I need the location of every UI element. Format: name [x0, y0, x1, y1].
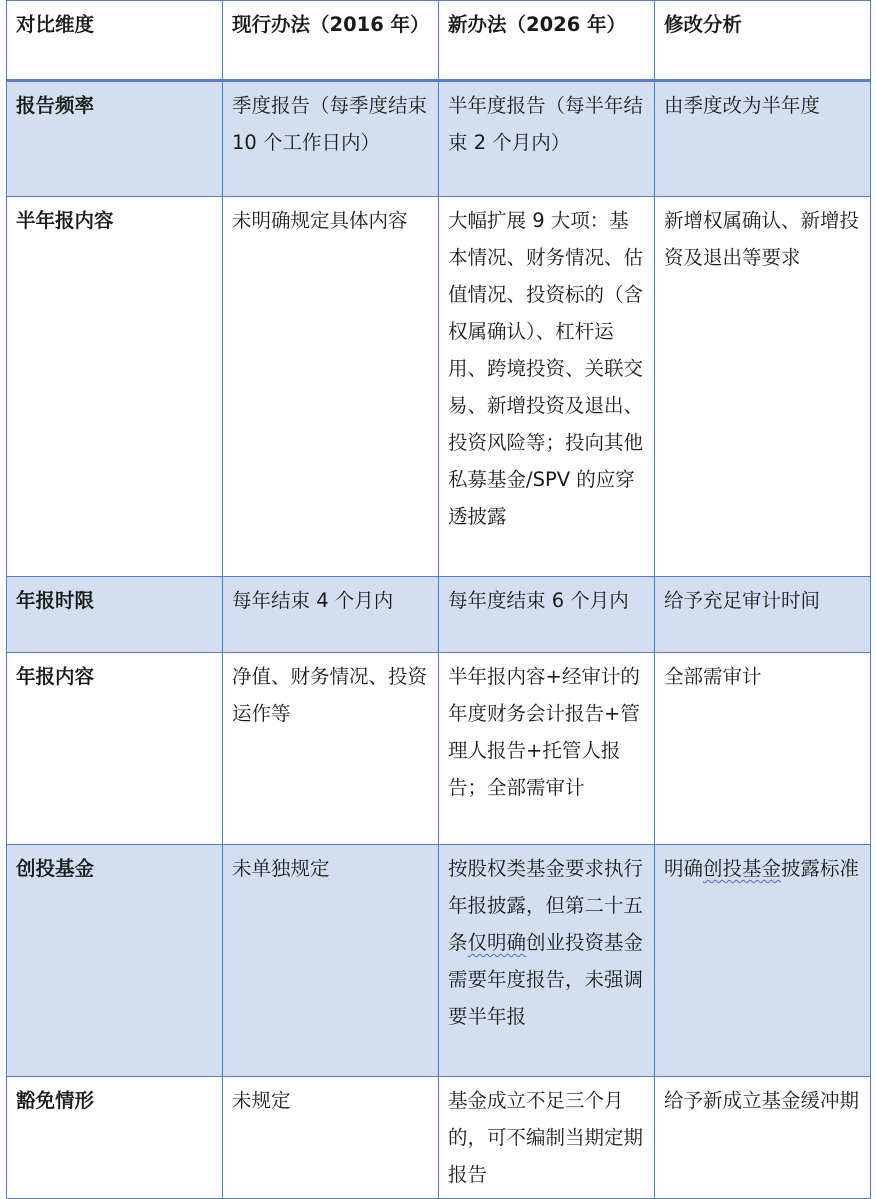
- row-current: 未单独规定: [223, 845, 439, 1077]
- table-header: [7, 1, 871, 81]
- row-current: 每年结束 4 个月内: [223, 577, 439, 653]
- row-new: 每年度结束 6 个月内: [439, 577, 655, 653]
- header-dimension: 对比维度: [7, 1, 223, 81]
- table-row: [7, 1077, 871, 1199]
- row-dimension: 创投基金: [7, 845, 223, 1077]
- header-row: [7, 1, 871, 81]
- row-new-text: 创业投资基金需要年度报告，未强调要半年报: [448, 931, 644, 1028]
- row-dimension: 豁免情形: [7, 1077, 223, 1199]
- row-new: 半年度报告（每半年结束 2 个月内）: [439, 81, 655, 197]
- row-new: 半年报内容+经审计的年度财务会计报告+管理人报告+托管人报告；全部需审计: [439, 653, 655, 845]
- row-analysis: [655, 845, 871, 1077]
- table-row: [7, 577, 871, 653]
- table-row: [7, 81, 871, 197]
- row-current: 未规定: [223, 1077, 439, 1199]
- row-new: [439, 845, 655, 1077]
- row-analysis: 给予充足审计时间: [655, 577, 871, 653]
- row-dimension: 半年报内容: [7, 197, 223, 577]
- row-dimension: 年报时限: [7, 577, 223, 653]
- header-analysis: 修改分析: [655, 1, 871, 81]
- row-analysis: 新增权属确认、新增投资及退出等要求: [655, 197, 871, 577]
- row-analysis: 由季度改为半年度: [655, 81, 871, 197]
- table-row: [7, 653, 871, 845]
- comparison-table: [6, 0, 871, 1199]
- row-current: 净值、财务情况、投资运作等: [223, 653, 439, 845]
- row-new: 大幅扩展 9 大项：基本情况、财务情况、估值情况、投资标的（含权属确认）、杠杆运用、跨境投资、关联交易、新增投资及退出、投资风险等；投向其他私募基金/SPV 的应穿透披露: [439, 197, 655, 577]
- row-dimension: 报告频率: [7, 81, 223, 197]
- row-new: 基金成立不足三个月的，可不编制当期定期报告: [439, 1077, 655, 1199]
- row-current: 季度报告（每季度结束 10 个工作日内）: [223, 81, 439, 197]
- table-row: [7, 845, 871, 1077]
- row-dimension: 年报内容: [7, 653, 223, 845]
- spellcheck-marked-text: 仅明确: [467, 931, 527, 954]
- row-current: 未明确规定具体内容: [223, 197, 439, 577]
- row-new-text: 按股权类基金要求执行年报披露，但第二十五条: [448, 857, 644, 954]
- row-analysis: 给予新成立基金缓冲期: [655, 1077, 871, 1199]
- row-analysis-text: 披露标准: [781, 857, 860, 880]
- table-row: [7, 197, 871, 577]
- row-analysis-text: 明确: [664, 857, 704, 880]
- row-analysis: 全部需审计: [655, 653, 871, 845]
- header-new-rules: 新办法（2026 年）: [439, 1, 655, 81]
- header-current-rules: 现行办法（2016 年）: [223, 1, 439, 81]
- spellcheck-marked-text: 创投基金: [703, 857, 782, 880]
